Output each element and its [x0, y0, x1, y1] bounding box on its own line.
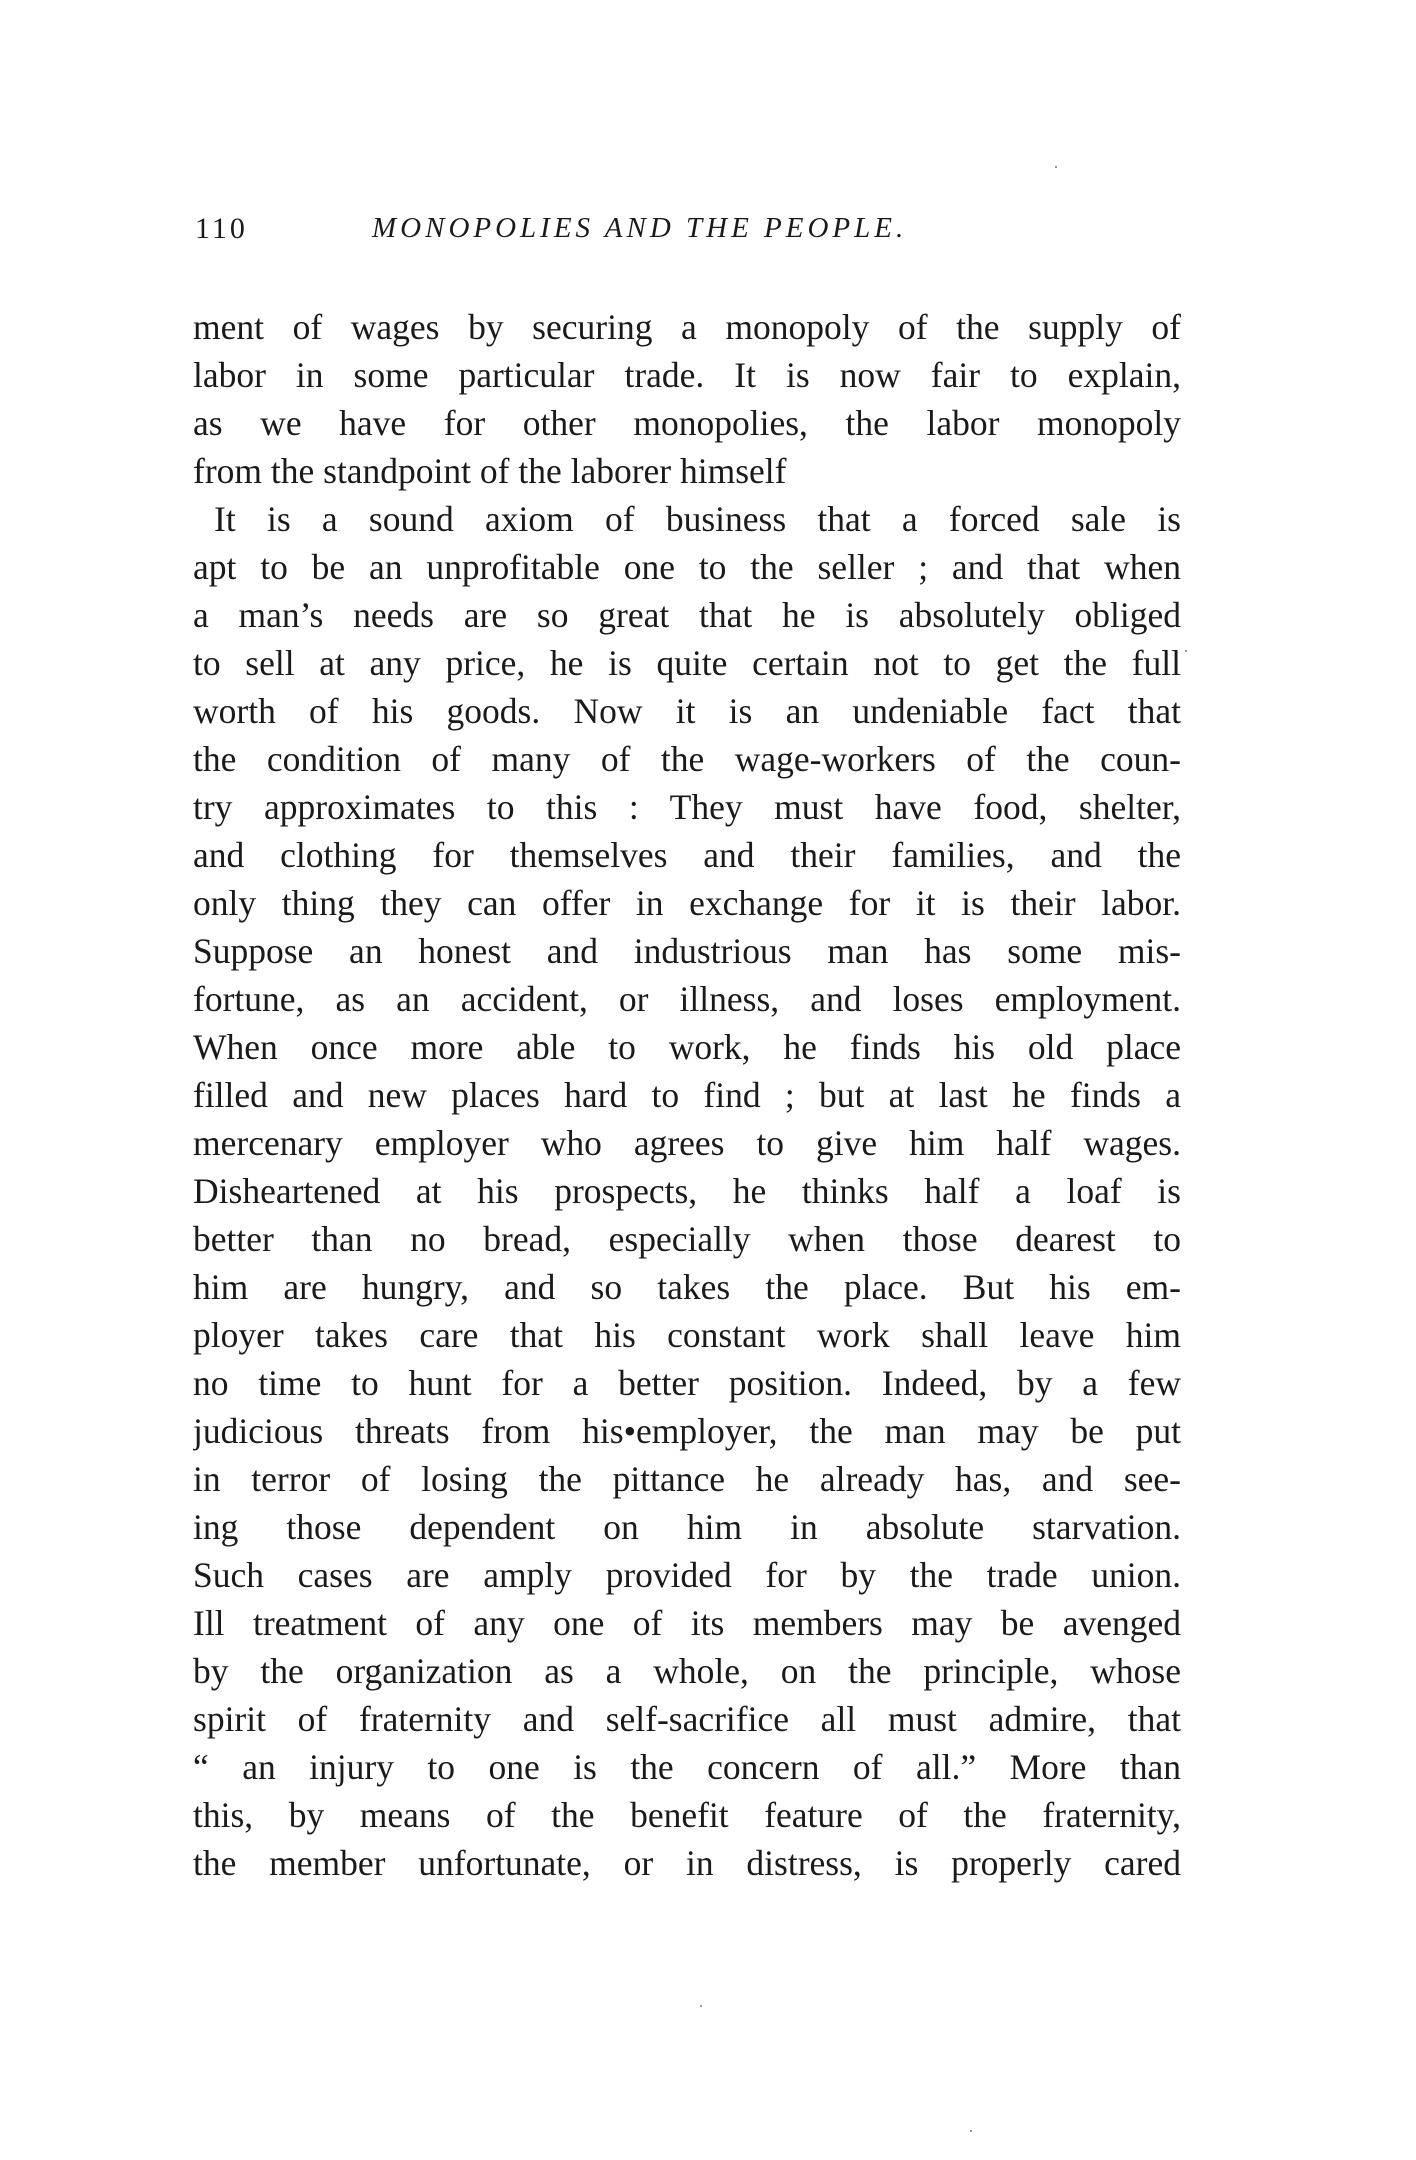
- text-line: him are hungry, and so takes the place. But his em-: [193, 1267, 1181, 1307]
- text-line: to sell at any price, he is quite certain not to get the full: [193, 643, 1181, 683]
- text-line: as we have for other monopolies, the labor monopoly: [193, 403, 1181, 443]
- scan-speck: [1185, 650, 1187, 652]
- text-line: Disheartened at his prospects, he thinks half a loaf is: [193, 1171, 1181, 1211]
- page-number: 110: [195, 212, 248, 245]
- text-line: the member unfortunate, or in distress, is properly cared: [193, 1843, 1181, 1883]
- text-line: mercenary employer who agrees to give him half wages.: [193, 1123, 1181, 1163]
- text-line: “ an injury to one is the concern of all.” More than: [193, 1747, 1181, 1787]
- scan-speck: [1055, 166, 1057, 168]
- text-line: ing those dependent on him in absolute starvation.: [193, 1507, 1181, 1547]
- text-line: It is a sound axiom of business that a forced sale is: [214, 499, 1181, 539]
- scan-speck: [970, 2130, 972, 2132]
- text-line: and clothing for themselves and their families, and the: [193, 835, 1181, 875]
- text-line: filled and new places hard to find ; but at last he finds a: [193, 1075, 1181, 1115]
- text-line: ment of wages by securing a monopoly of the supply of: [193, 307, 1181, 347]
- text-line: ployer takes care that his constant work shall leave him: [193, 1315, 1181, 1355]
- text-line: try approximates to this : They must have food, shelter,: [193, 787, 1181, 827]
- page-header: [195, 212, 1185, 256]
- scan-speck: [700, 2005, 702, 2007]
- text-line: spirit of fraternity and self-sacrifice all must admire, that: [193, 1699, 1181, 1739]
- text-line: Ill treatment of any one of its members may be avenged: [193, 1603, 1181, 1643]
- text-line: the condition of many of the wage-workers of the coun-: [193, 739, 1181, 779]
- text-line: this, by means of the benefit feature of the fraternity,: [193, 1795, 1181, 1835]
- text-line: a man’s needs are so great that he is absolutely obliged: [193, 595, 1181, 635]
- text-line: only thing they can offer in exchange for it is their labor.: [193, 883, 1181, 923]
- text-line: from the standpoint of the laborer himself: [193, 451, 787, 491]
- body-text: [193, 303, 1181, 1887]
- text-line: worth of his goods. Now it is an undeniable fact that: [193, 691, 1181, 731]
- text-line: labor in some particular trade. It is now fair to explain,: [193, 355, 1181, 395]
- text-line: Such cases are amply provided for by the trade union.: [193, 1555, 1181, 1595]
- text-line: by the organization as a whole, on the principle, whose: [193, 1651, 1181, 1691]
- text-line: apt to be an unprofitable one to the seller ; and that when: [193, 547, 1181, 587]
- text-line: judicious threats from his•employer, the man may be put: [193, 1411, 1181, 1451]
- text-line: in terror of losing the pittance he already has, and see-: [193, 1459, 1181, 1499]
- text-line: When once more able to work, he finds his old place: [193, 1027, 1181, 1067]
- text-line: fortune, as an accident, or illness, and loses employment.: [193, 979, 1181, 1019]
- text-line: Suppose an honest and industrious man has some mis-: [193, 931, 1181, 971]
- running-title: MONOPOLIES AND THE PEOPLE.: [372, 212, 908, 244]
- text-line: better than no bread, especially when those dearest to: [193, 1219, 1181, 1259]
- text-line: no time to hunt for a better position. Indeed, by a few: [193, 1363, 1181, 1403]
